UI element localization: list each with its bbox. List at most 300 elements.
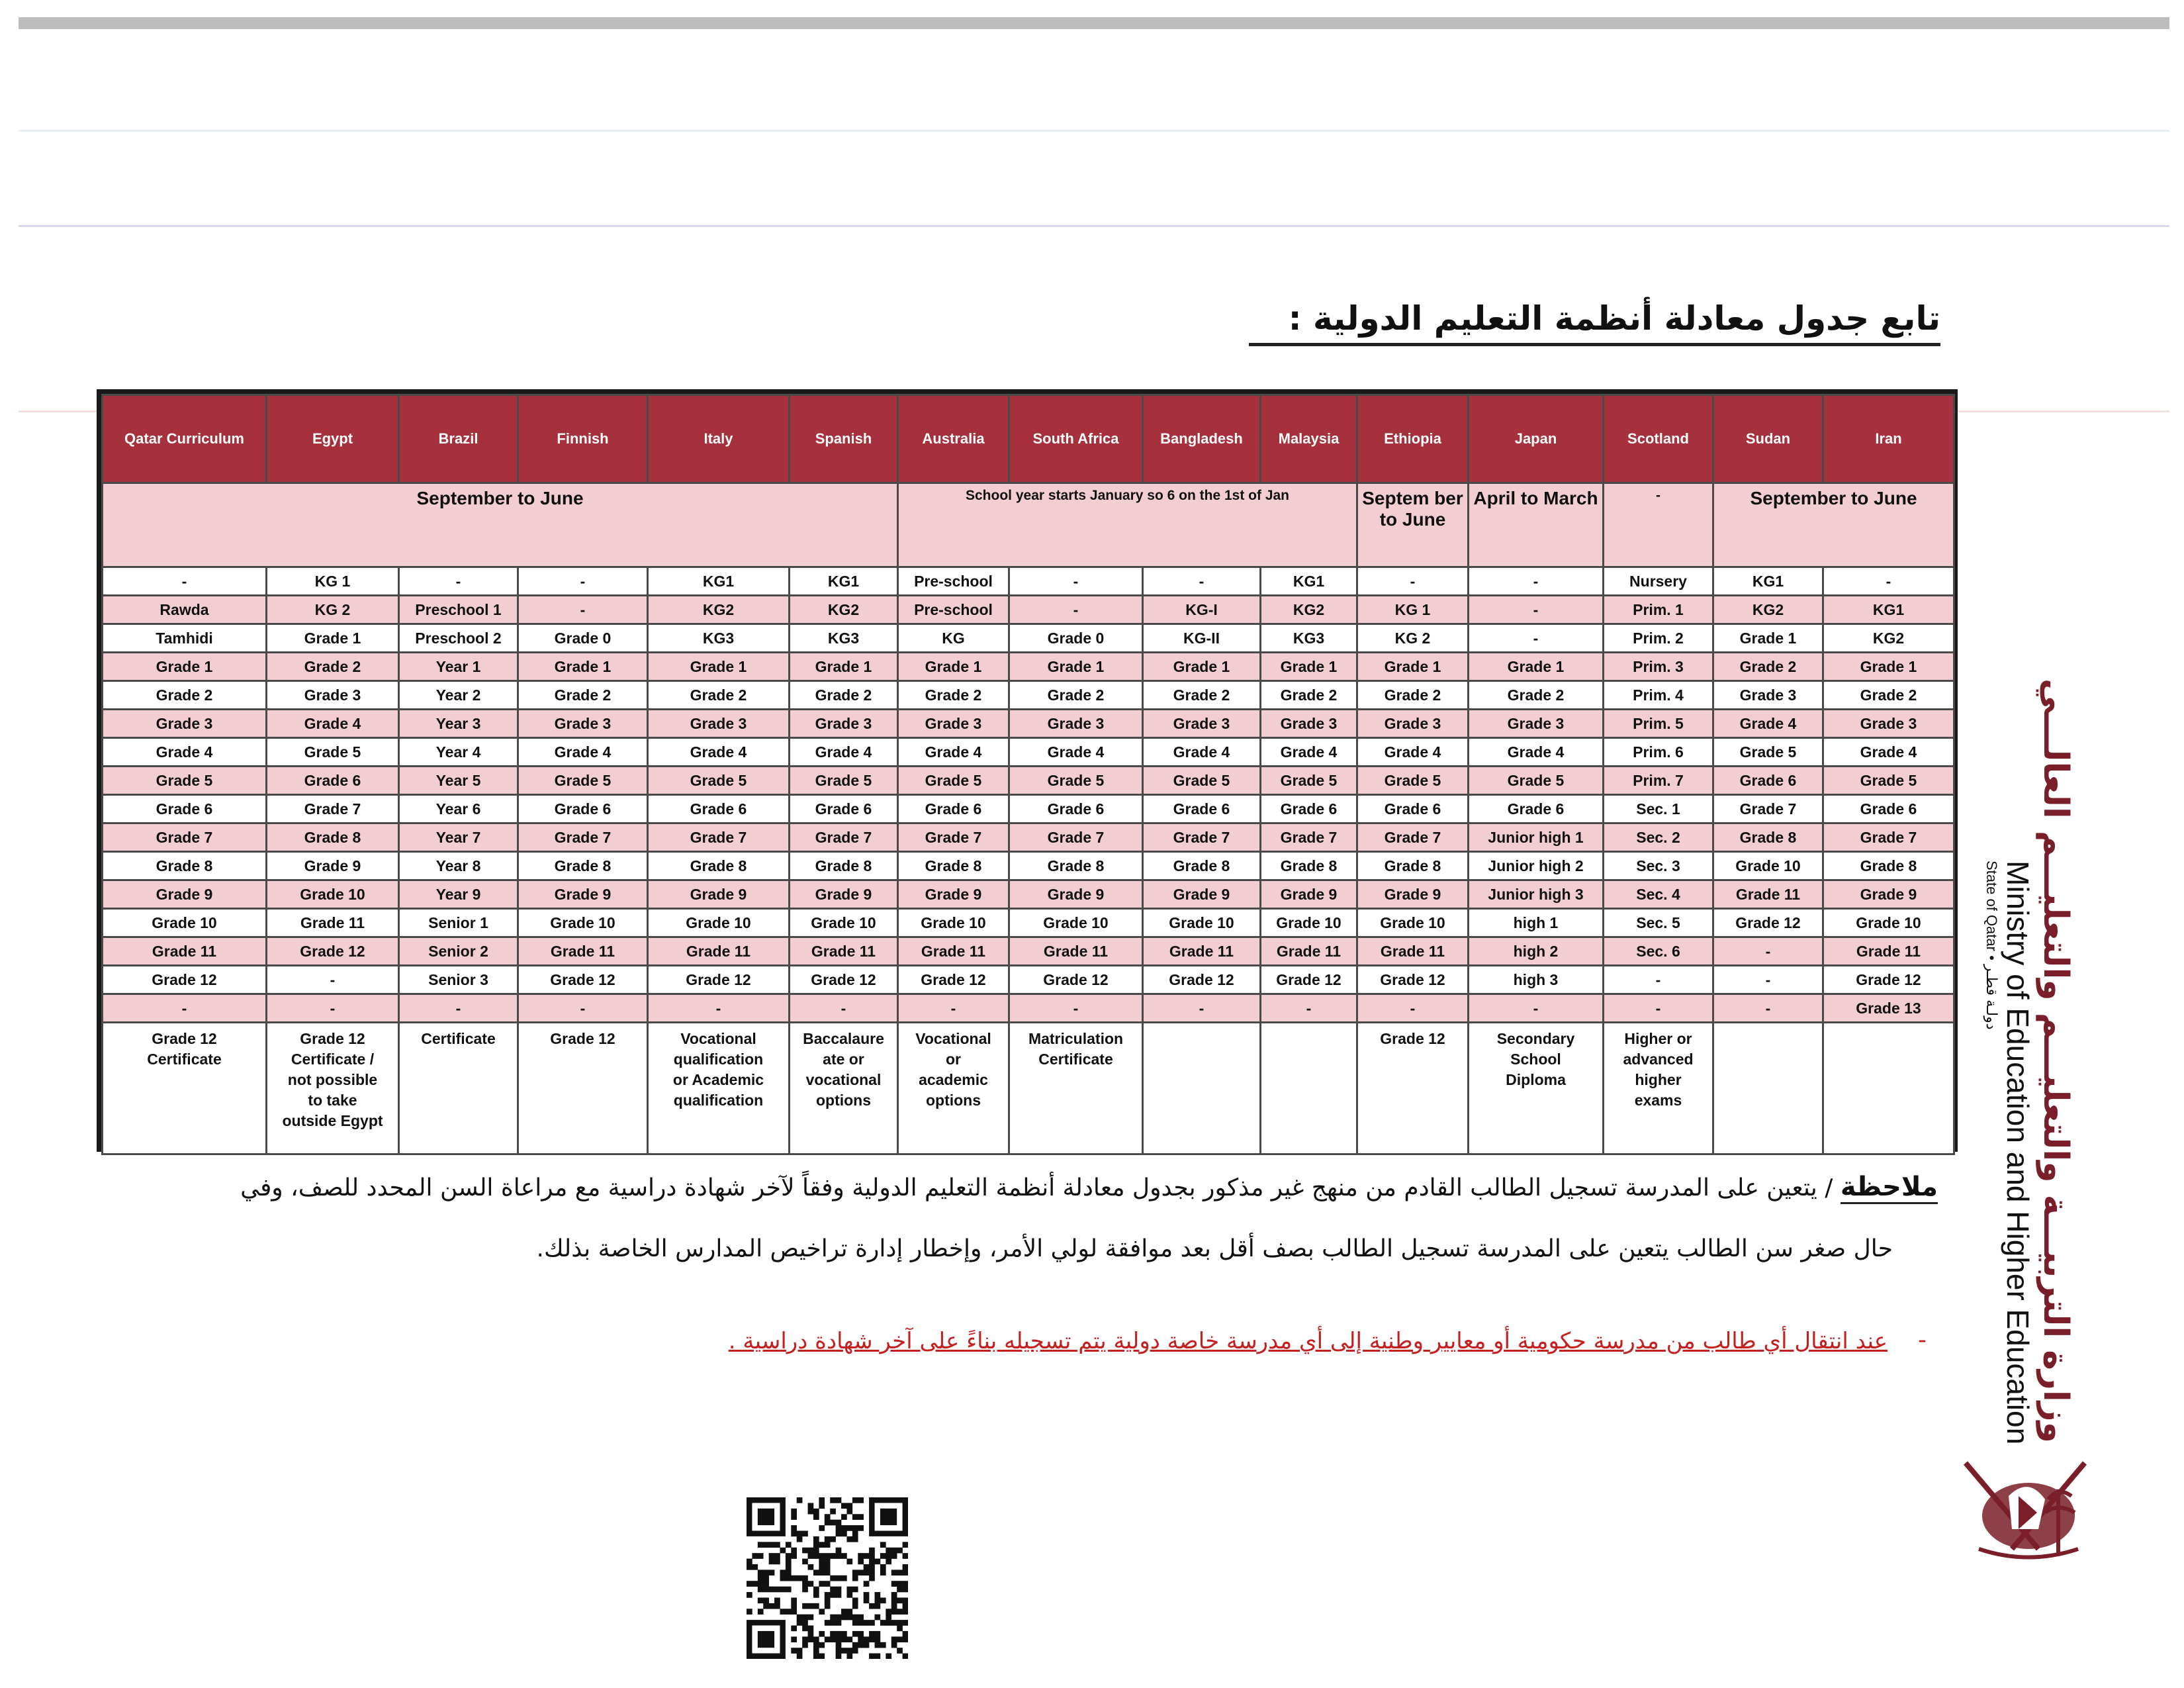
table-cell: Grade 4 [1713,710,1823,738]
table-cell: KG1 [1261,567,1357,596]
table-cell: Grade 2 [1261,681,1357,710]
table-cell: Grade 9 [518,880,648,909]
table-cell: KG2 [1261,596,1357,624]
table-cell: Grade 1 [898,653,1009,681]
table-cell: Grade 12 [1713,909,1823,937]
table-cell: Grade 9 [1357,880,1469,909]
table-cell: Grade 5 [267,738,399,767]
table-cell: Grade 5 [790,767,898,795]
table-cell: Grade 11 [1143,937,1261,966]
certificate-cell: Vocational or academic options [898,1023,1009,1154]
certificate-cell: Grade 12 Certificate [103,1023,267,1154]
table-cell: Grade 1 [1357,653,1469,681]
table-cell: Grade 10 [1009,909,1143,937]
table-cell: Grade 10 [898,909,1009,937]
table-cell: Grade 6 [1143,795,1261,823]
table-cell: - [518,994,648,1023]
table-cell: Grade 3 [1357,710,1469,738]
table-cell: Grade 5 [1713,738,1823,767]
table-cell: Grade 12 [790,966,898,994]
table-cell: Preschool 2 [399,624,518,653]
table-cell: Grade 1 [648,653,790,681]
table-cell: Senior 2 [399,937,518,966]
table-cell: - [399,567,518,596]
table-cell: Grade 3 [1713,681,1823,710]
table-cell: - [1604,966,1713,994]
table-cell: Grade 8 [1009,852,1143,880]
table-cell: - [1469,994,1604,1023]
table-cell: Grade 1 [1261,653,1357,681]
certificate-cell: Certificate [399,1023,518,1154]
table-cell: Junior high 2 [1469,852,1604,880]
table-cell: Grade 10 [1823,909,1954,937]
table-row [103,767,1954,795]
column-header: Brazil [399,395,518,483]
table-cell: Grade 10 [518,909,648,937]
table-cell: KG 2 [1357,624,1469,653]
table-cell: Year 2 [399,681,518,710]
certificate-cell: Baccalaure ate or vocational options [790,1023,898,1154]
table-row [103,624,1954,653]
table-cell: Grade 2 [103,681,267,710]
table-cell: Grade 11 [1261,937,1357,966]
table-cell: - [1143,994,1261,1023]
table-cell: KG3 [790,624,898,653]
certificate-cell [1261,1023,1357,1154]
table-cell: Grade 3 [267,681,399,710]
state-of-qatar: State of Qatar • دولـة قطـر [1983,861,2000,1030]
table-cell: Grade 12 [648,966,790,994]
table-cell: Grade 6 [1713,767,1823,795]
table-cell: Grade 10 [790,909,898,937]
table-cell: KG 2 [267,596,399,624]
table-cell: Grade 11 [1823,937,1954,966]
table-cell: Grade 6 [267,767,399,795]
table-cell: Grade 2 [1713,653,1823,681]
column-header: Iran [1823,395,1954,483]
table-row [103,710,1954,738]
table-row [103,795,1954,823]
table-cell: Grade 7 [1713,795,1823,823]
school-year-cell: School year starts January so 6 on the 1st of Jan [898,483,1357,567]
note-label: ملاحظة [1841,1172,1938,1204]
table-row [103,909,1954,937]
table-cell: Grade 4 [1469,738,1604,767]
table-cell: Grade 4 [518,738,648,767]
table-cell: Grade 1 [1143,653,1261,681]
table-cell: Grade 7 [1357,823,1469,852]
table-cell: Prim. 5 [1604,710,1713,738]
table-cell: Grade 11 [518,937,648,966]
table-cell: Grade 9 [790,880,898,909]
table-cell: Grade 8 [1823,852,1954,880]
table-cell: Grade 12 [103,966,267,994]
table-row [103,823,1954,852]
table-cell: Sec. 4 [1604,880,1713,909]
table-cell: Grade 8 [1713,823,1823,852]
column-header: Sudan [1713,395,1823,483]
table-row [103,596,1954,624]
table-cell: Grade 8 [267,823,399,852]
table-cell: Preschool 1 [399,596,518,624]
table-cell: Grade 7 [518,823,648,852]
table-cell: - [1823,567,1954,596]
table-cell: Year 1 [399,653,518,681]
table-cell: Grade 8 [1261,852,1357,880]
table-cell: - [1604,994,1713,1023]
table-cell: Rawda [103,596,267,624]
table-cell: Grade 9 [898,880,1009,909]
note-line-1 [240,1172,1938,1202]
table-cell: Grade 7 [1143,823,1261,852]
table-cell: Grade 3 [1823,710,1954,738]
table-cell: Grade 2 [1143,681,1261,710]
table-cell: Grade 0 [518,624,648,653]
table-cell: KG3 [1261,624,1357,653]
table-cell: Grade 9 [103,880,267,909]
table-cell: Grade 5 [518,767,648,795]
school-year-cell: April to March [1469,483,1604,567]
table-cell: Grade 6 [1009,795,1143,823]
table-cell: Grade 1 [1009,653,1143,681]
table-cell: Grade 2 [267,653,399,681]
table-cell: KG2 [790,596,898,624]
scan-line [19,130,2169,132]
table-cell: Grade 5 [1469,767,1604,795]
red-note: عند انتقال أي طالب من مدرسة حكومية أو معايير وطنية إلى أي مدرسة خاصة دولية يتم تسجيله بناءً على آخر شهادة دراسية . [728,1328,1888,1354]
table-cell: Prim. 2 [1604,624,1713,653]
table-cell: - [648,994,790,1023]
table-cell: Grade 8 [1143,852,1261,880]
table-cell: - [103,567,267,596]
table-cell: Grade 1 [518,653,648,681]
certificate-cell: Vocational qualification or Academic qualification [648,1023,790,1154]
school-year-cell: - [1604,483,1713,567]
table-cell: Grade 11 [1713,880,1823,909]
table-cell: Grade 3 [103,710,267,738]
table-cell: KG1 [1823,596,1954,624]
table-cell: KG 1 [1357,596,1469,624]
column-header: Finnish [518,395,648,483]
table-cell: Grade 6 [1261,795,1357,823]
table-cell: - [518,567,648,596]
table-cell: Grade 6 [103,795,267,823]
table-cell: Grade 11 [790,937,898,966]
table-cell: Grade 4 [648,738,790,767]
table-cell: Grade 7 [103,823,267,852]
table-cell: Grade 2 [1469,681,1604,710]
table-cell: Grade 5 [103,767,267,795]
table-cell: - [1009,596,1143,624]
table-cell: Grade 11 [648,937,790,966]
table-cell: Grade 12 [1823,966,1954,994]
table-cell: Grade 1 [267,624,399,653]
table-cell: Grade 12 [1261,966,1357,994]
table-cell: Grade 5 [1357,767,1469,795]
table-cell: Grade 4 [1823,738,1954,767]
table-cell: Prim. 4 [1604,681,1713,710]
table-cell: Senior 1 [399,909,518,937]
table-cell: Grade 4 [1143,738,1261,767]
certificate-cell: Grade 12 [518,1023,648,1154]
table-cell: - [1009,567,1143,596]
table-cell: Grade 7 [1009,823,1143,852]
table-cell: Grade 4 [898,738,1009,767]
qatar-emblem-icon [1952,1450,2105,1569]
certificate-cell: Higher or advanced higher exams [1604,1023,1713,1154]
table-cell: Grade 6 [1823,795,1954,823]
page-title: تابع جدول معادلة أنظمة التعليم الدولية : [1249,299,1940,346]
certificate-cell: Grade 12 Certificate / not possible to take outside Egypt [267,1023,399,1154]
table-cell: Grade 2 [1823,681,1954,710]
table-cell: KG1 [790,567,898,596]
table-cell: - [1469,624,1604,653]
note-line-2: حال صغر سن الطالب يتعين على المدرسة تسجيل الطالب بصف أقل بعد موافقة لولي الأمر، وإخطار إدارة تراخيص المدارس الخاصة بذلك. [536,1235,1893,1262]
table-cell: KG1 [1713,567,1823,596]
qr-code-icon [747,1497,908,1659]
table-row [103,852,1954,880]
ministry-sidebar [1970,679,2075,1445]
table-cell: Grade 11 [898,937,1009,966]
table-cell: Grade 3 [898,710,1009,738]
table-cell: Grade 1 [103,653,267,681]
table-cell: high 2 [1469,937,1604,966]
table-cell: Grade 6 [1469,795,1604,823]
table-cell: - [1009,994,1143,1023]
table-cell: Year 8 [399,852,518,880]
column-header: Egypt [267,395,399,483]
table-cell: high 1 [1469,909,1604,937]
table-cell: Grade 8 [648,852,790,880]
table-cell: Sec. 3 [1604,852,1713,880]
table-cell: Grade 1 [1469,653,1604,681]
table-cell: Grade 3 [648,710,790,738]
school-year-cell: September to June [103,483,898,567]
table-row [103,966,1954,994]
certificate-row [103,1023,1954,1154]
table-cell: KG2 [648,596,790,624]
table-cell: Grade 6 [518,795,648,823]
table-cell: Grade 3 [790,710,898,738]
table-cell: Grade 5 [1823,767,1954,795]
table-cell: - [1143,567,1261,596]
table-cell: - [1469,567,1604,596]
table-cell: - [1713,937,1823,966]
column-header: Spanish [790,395,898,483]
red-note-dash: - [1918,1327,1927,1354]
scan-line [19,225,2169,227]
table-cell: Prim. 3 [1604,653,1713,681]
table-cell: Pre-school [898,596,1009,624]
table-cell: Grade 12 [1143,966,1261,994]
table-header-row [103,395,1954,483]
table-row [103,681,1954,710]
table-row [103,738,1954,767]
table-cell: Prim. 1 [1604,596,1713,624]
table-cell: Grade 9 [1823,880,1954,909]
table-cell: Grade 10 [1261,909,1357,937]
certificate-cell: Matriculation Certificate [1009,1023,1143,1154]
table-cell: Grade 11 [1357,937,1469,966]
table-cell: Grade 5 [648,767,790,795]
table-cell: Grade 7 [648,823,790,852]
table-cell: Year 4 [399,738,518,767]
table-cell: Junior high 3 [1469,880,1604,909]
ministry-arabic: وزارة التربيـــة والتعليـــم والتعليـــم العالـــي [2036,679,2075,1443]
top-scan-band [19,17,2169,29]
table-cell: - [103,994,267,1023]
table-cell: Year 3 [399,710,518,738]
table-cell: - [1469,596,1604,624]
certificate-cell [1143,1023,1261,1154]
certificate-cell: Grade 12 [1357,1023,1469,1154]
table-cell: - [790,994,898,1023]
table-cell: Grade 4 [1357,738,1469,767]
table-row [103,994,1954,1023]
column-header: Australia [898,395,1009,483]
table-cell: Grade 11 [267,909,399,937]
table-cell: Grade 8 [1357,852,1469,880]
table-cell: Grade 12 [267,937,399,966]
table-cell: Grade 11 [103,937,267,966]
table-cell: Grade 3 [1469,710,1604,738]
certificate-cell [1823,1023,1954,1154]
table-cell: Grade 1 [1823,653,1954,681]
table-cell: Grade 8 [898,852,1009,880]
table-cell: Grade 13 [1823,994,1954,1023]
table-cell: Grade 2 [1357,681,1469,710]
table-cell: Grade 1 [790,653,898,681]
table-cell: Grade 8 [103,852,267,880]
table-cell: Grade 3 [518,710,648,738]
table-cell: Grade 9 [267,852,399,880]
table-cell: Sec. 2 [1604,823,1713,852]
table-cell: Grade 12 [1009,966,1143,994]
table-cell: Grade 7 [790,823,898,852]
school-year-row [103,483,1954,567]
certificate-cell [1713,1023,1823,1154]
table-cell: KG1 [648,567,790,596]
table-cell: Year 9 [399,880,518,909]
table-cell: Grade 12 [898,966,1009,994]
column-header: Scotland [1604,395,1713,483]
column-header: Bangladesh [1143,395,1261,483]
table-cell: Grade 5 [898,767,1009,795]
table-cell: Grade 8 [518,852,648,880]
table-cell: Sec. 1 [1604,795,1713,823]
table-cell: Grade 5 [1143,767,1261,795]
table-cell: Senior 3 [399,966,518,994]
table-row [103,653,1954,681]
table-cell: KG-I [1143,596,1261,624]
table-cell: - [518,596,648,624]
table-cell: Grade 8 [790,852,898,880]
table-cell: Prim. 7 [1604,767,1713,795]
table-cell: - [399,994,518,1023]
table-cell: Grade 10 [1713,852,1823,880]
column-header: Italy [648,395,790,483]
table-cell: Grade 5 [1261,767,1357,795]
table-cell: KG2 [1823,624,1954,653]
table-cell: KG [898,624,1009,653]
table-cell: Grade 4 [103,738,267,767]
table-cell: Grade 10 [1357,909,1469,937]
table-row [103,880,1954,909]
table-cell: - [267,994,399,1023]
table-row [103,567,1954,596]
table-cell: Grade 1 [1713,624,1823,653]
table-cell: - [1713,994,1823,1023]
table-cell: KG-II [1143,624,1261,653]
table-cell: - [267,966,399,994]
ministry-english: Ministry of Education and Higher Education [2001,861,2035,1445]
column-header: South Africa [1009,395,1143,483]
table-cell: Grade 2 [898,681,1009,710]
table-cell: Grade 4 [790,738,898,767]
table-cell: Grade 3 [1009,710,1143,738]
table-row [103,937,1954,966]
table-cell: Grade 7 [1261,823,1357,852]
table-cell: KG2 [1713,596,1823,624]
table-cell: - [1357,994,1469,1023]
table-cell: Grade 10 [267,880,399,909]
table-cell: Grade 9 [1143,880,1261,909]
table-cell: Grade 4 [1261,738,1357,767]
table-cell: Junior high 1 [1469,823,1604,852]
table-cell: Nursery [1604,567,1713,596]
column-header: Japan [1469,395,1604,483]
table-cell: KG3 [648,624,790,653]
table-cell: Grade 3 [1143,710,1261,738]
table-cell: Prim. 6 [1604,738,1713,767]
table-cell: - [1713,966,1823,994]
table-cell: Year 5 [399,767,518,795]
table-cell: Tamhidi [103,624,267,653]
table-cell: Grade 10 [648,909,790,937]
table-cell: Grade 12 [518,966,648,994]
table-cell: Grade 6 [648,795,790,823]
table-cell: Grade 6 [898,795,1009,823]
table-cell: Pre-school [898,567,1009,596]
certificate-cell: Secondary School Diploma [1469,1023,1604,1154]
table-cell: Grade 7 [267,795,399,823]
table-cell: Grade 2 [790,681,898,710]
table-cell: Year 7 [399,823,518,852]
table-cell: Grade 9 [648,880,790,909]
school-year-cell: Septem ber to June [1357,483,1469,567]
table-cell: Grade 5 [1009,767,1143,795]
table-cell: Grade 11 [1009,937,1143,966]
table-cell: Grade 6 [1357,795,1469,823]
school-year-cell: September to June [1713,483,1954,567]
table-cell: Year 6 [399,795,518,823]
table-cell: Grade 9 [1009,880,1143,909]
table-cell: Grade 7 [1823,823,1954,852]
table-cell: - [1357,567,1469,596]
table-cell: - [898,994,1009,1023]
equivalency-table [97,389,1958,1152]
table-cell: Grade 2 [648,681,790,710]
column-header: Qatar Curriculum [103,395,267,483]
table-cell: high 3 [1469,966,1604,994]
table-cell: Sec. 5 [1604,909,1713,937]
column-header: Ethiopia [1357,395,1469,483]
table-cell: Grade 4 [267,710,399,738]
table-cell: Grade 9 [1261,880,1357,909]
table-cell: - [1261,994,1357,1023]
table-cell: Grade 3 [1261,710,1357,738]
note-text: / يتعين على المدرسة تسجيل الطالب القادم من منهج غير مذكور بجدول معادلة أنظمة التعليم الدولية وفقاً لآخر شهادة دراسية مع مراعاة السن المحدد للصف، وفي [240,1174,1833,1201]
